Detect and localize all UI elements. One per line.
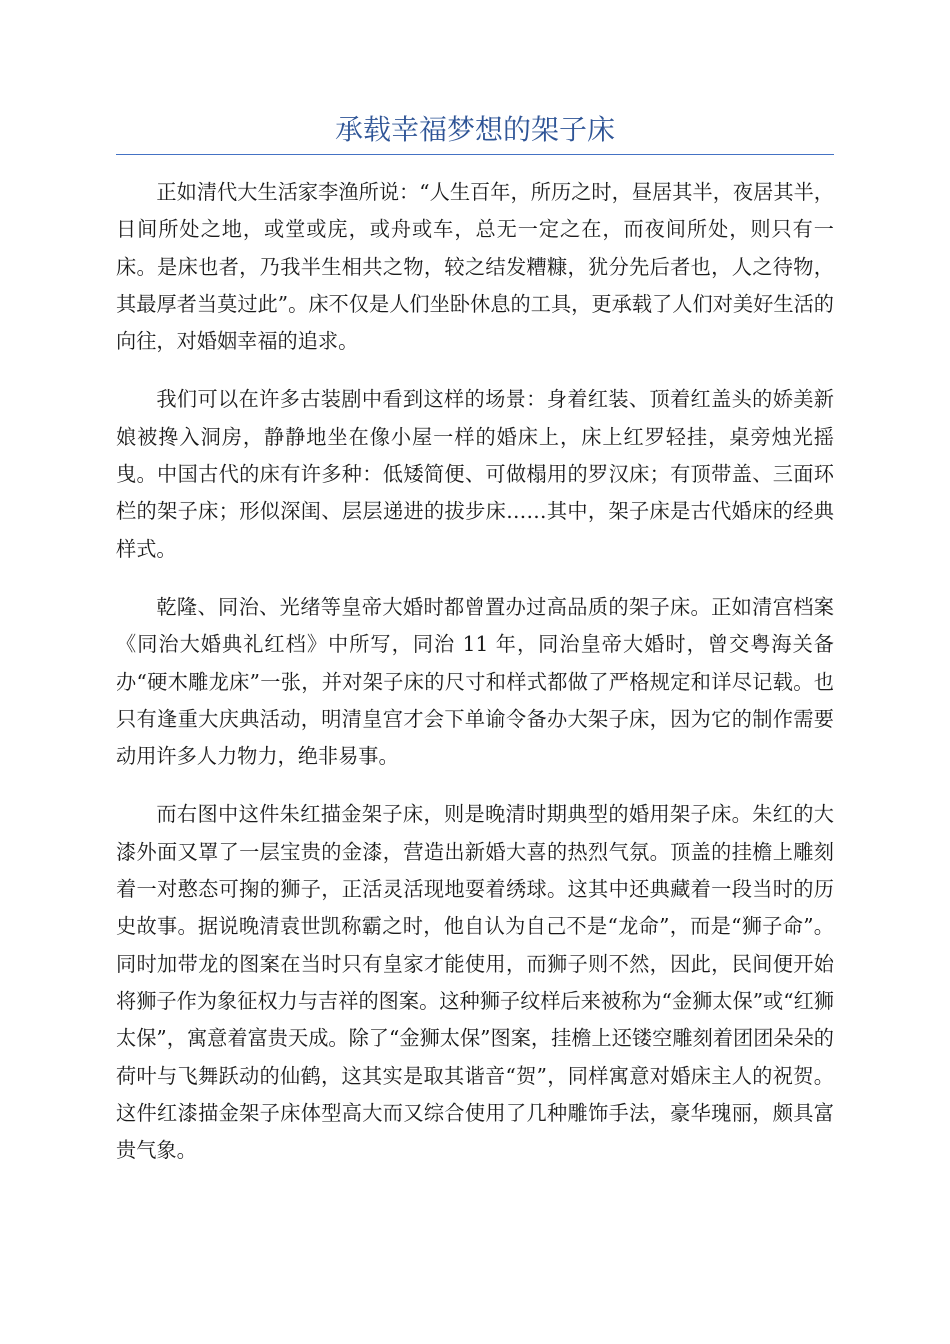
document-title: 承载幸福梦想的架子床 (334, 113, 615, 146)
document-body (116, 174, 834, 1190)
paragraph-2: 我们可以在许多古装剧中看到这样的场景：身着红装、顶着红盖头的娇美新娘被搀入洞房，静静地坐在像小屋一样的婚床上，床上红罗轻挂，桌旁烛光摇曳。中国古代的床有许多种：低矮简便、可做榻用的罗汉床；有顶带盖、三面环栏的架子床；形似深闺、层层递进的拔步床……其中，架子床是古代婚床的经典样式。 (116, 387, 834, 561)
paragraph-4: 而右图中这件朱红描金架子床，则是晚清时期典型的婚用架子床。朱红的大漆外面又罩了一层宝贵的金漆，营造出新婚大喜的热烈气氛。顶盖的挂檐上雕刻着一对憨态可掬的狮子，正活灵活现地耍着绣球。这其中还典藏着一段当时的历史故事。据说晚清袁世凯称霸之时，他自认为自己不是“龙命”，而是“狮子命”。同时加带龙的图案在当时只有皇家才能使用，而狮子则不然，因此，民间便开始将狮子作为象征权力与吉祥的图案。这种狮子纹样后来被称为“金狮太保”或“红狮太保”，寓意着富贵天成。除了“金狮太保”图案，挂檐上还镂空雕刻着团团朵朵的荷叶与飞舞跃动的仙鹤，这其实是取其谐音“贺”，同样寓意对婚床主人的祝贺。这件红漆描金架子床体型高大而又综合使用了几种雕饰手法，豪华瑰丽，颇具富贵气象。 (116, 802, 834, 1163)
title-underline (116, 154, 834, 155)
paragraph-3: 乾隆、同治、光绪等皇帝大婚时都曾置办过高品质的架子床。正如清宫档案《同治大婚典礼红档》中所写，同治 11 年，同治皇帝大婚时，曾交粤海关备办“硬木雕龙床”一张，并对架子床的尺寸和样式都做了严格规定和详尽记载。也只有逢重大庆典活动，明清皇宫才会下单谕令备办大架子床，因为它的制作需要动用许多人力物力，绝非易事。 (116, 594, 834, 769)
paragraph-1: 正如清代大生活家李渔所说：“人生百年，所历之时，昼居其半，夜居其半，日间所处之地，或堂或庑，或舟或车，总无一定之在，而夜间所处，则只有一床。是床也者，乃我半生相共之物，较之结发糟糠，犹分先后者也，人之待物，其最厚者当莫过此”。床不仅是人们坐卧休息的工具，更承载了人们对美好生活的向往，对婚姻幸福的追求。 (116, 180, 834, 354)
